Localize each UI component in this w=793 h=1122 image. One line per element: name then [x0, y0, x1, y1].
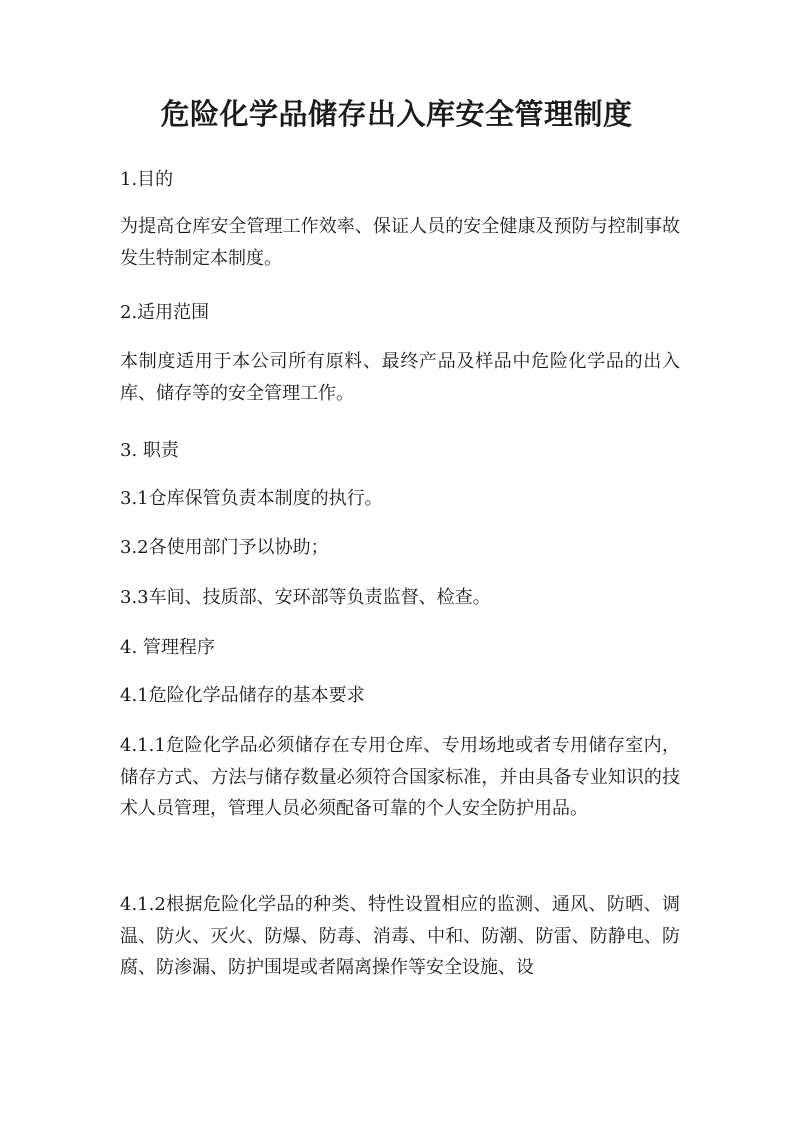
section-heading-purpose: 1.目的	[120, 169, 174, 190]
subsection-heading-4-1: 4.1危险化学品储存的基本要求	[120, 685, 365, 706]
paragraph-4-1-2: 4.1.2根据危险化学品的种类、特性设置相应的监测、通风、防晒、调温、防火、灭火、防爆、防毒、消毒、中和、防潮、防雷、防静电、防腐、防渗漏、防护围堤或者隔离操作等安全设施、设	[120, 894, 680, 978]
paragraph-scope: 本制度适用于本公司所有原料、最终产品及样品中危险化学品的出入库、储存等的安全管理工作。	[120, 351, 680, 404]
document-title: 危险化学品储存出入库安全管理制度	[160, 97, 633, 131]
section-heading-procedure: 4. 管理程序	[120, 637, 215, 658]
section-heading-duties: 3. 职责	[120, 440, 179, 461]
duty-item-3-3: 3.3车间、技质部、安环部等负责监督、检查。	[120, 587, 491, 608]
paragraph-purpose: 为提高仓库安全管理工作效率、保证人员的安全健康及预防与控制事故发生特制定本制度。	[120, 216, 680, 269]
duty-item-3-1: 3.1仓库保管负责本制度的执行。	[120, 488, 383, 509]
section-heading-scope: 2.适用范围	[120, 302, 210, 323]
duty-item-3-2: 3.2各使用部门予以协助；	[120, 537, 329, 558]
paragraph-4-1-1: 4.1.1危险化学品必须储存在专用仓库、专用场地或者专用储存室内，储存方式、方法与储存数量必须符合国家标准，并由具备专业知识的技术人员管理，管理人员必须配备可靠的个人安全防护用品。	[120, 735, 680, 819]
